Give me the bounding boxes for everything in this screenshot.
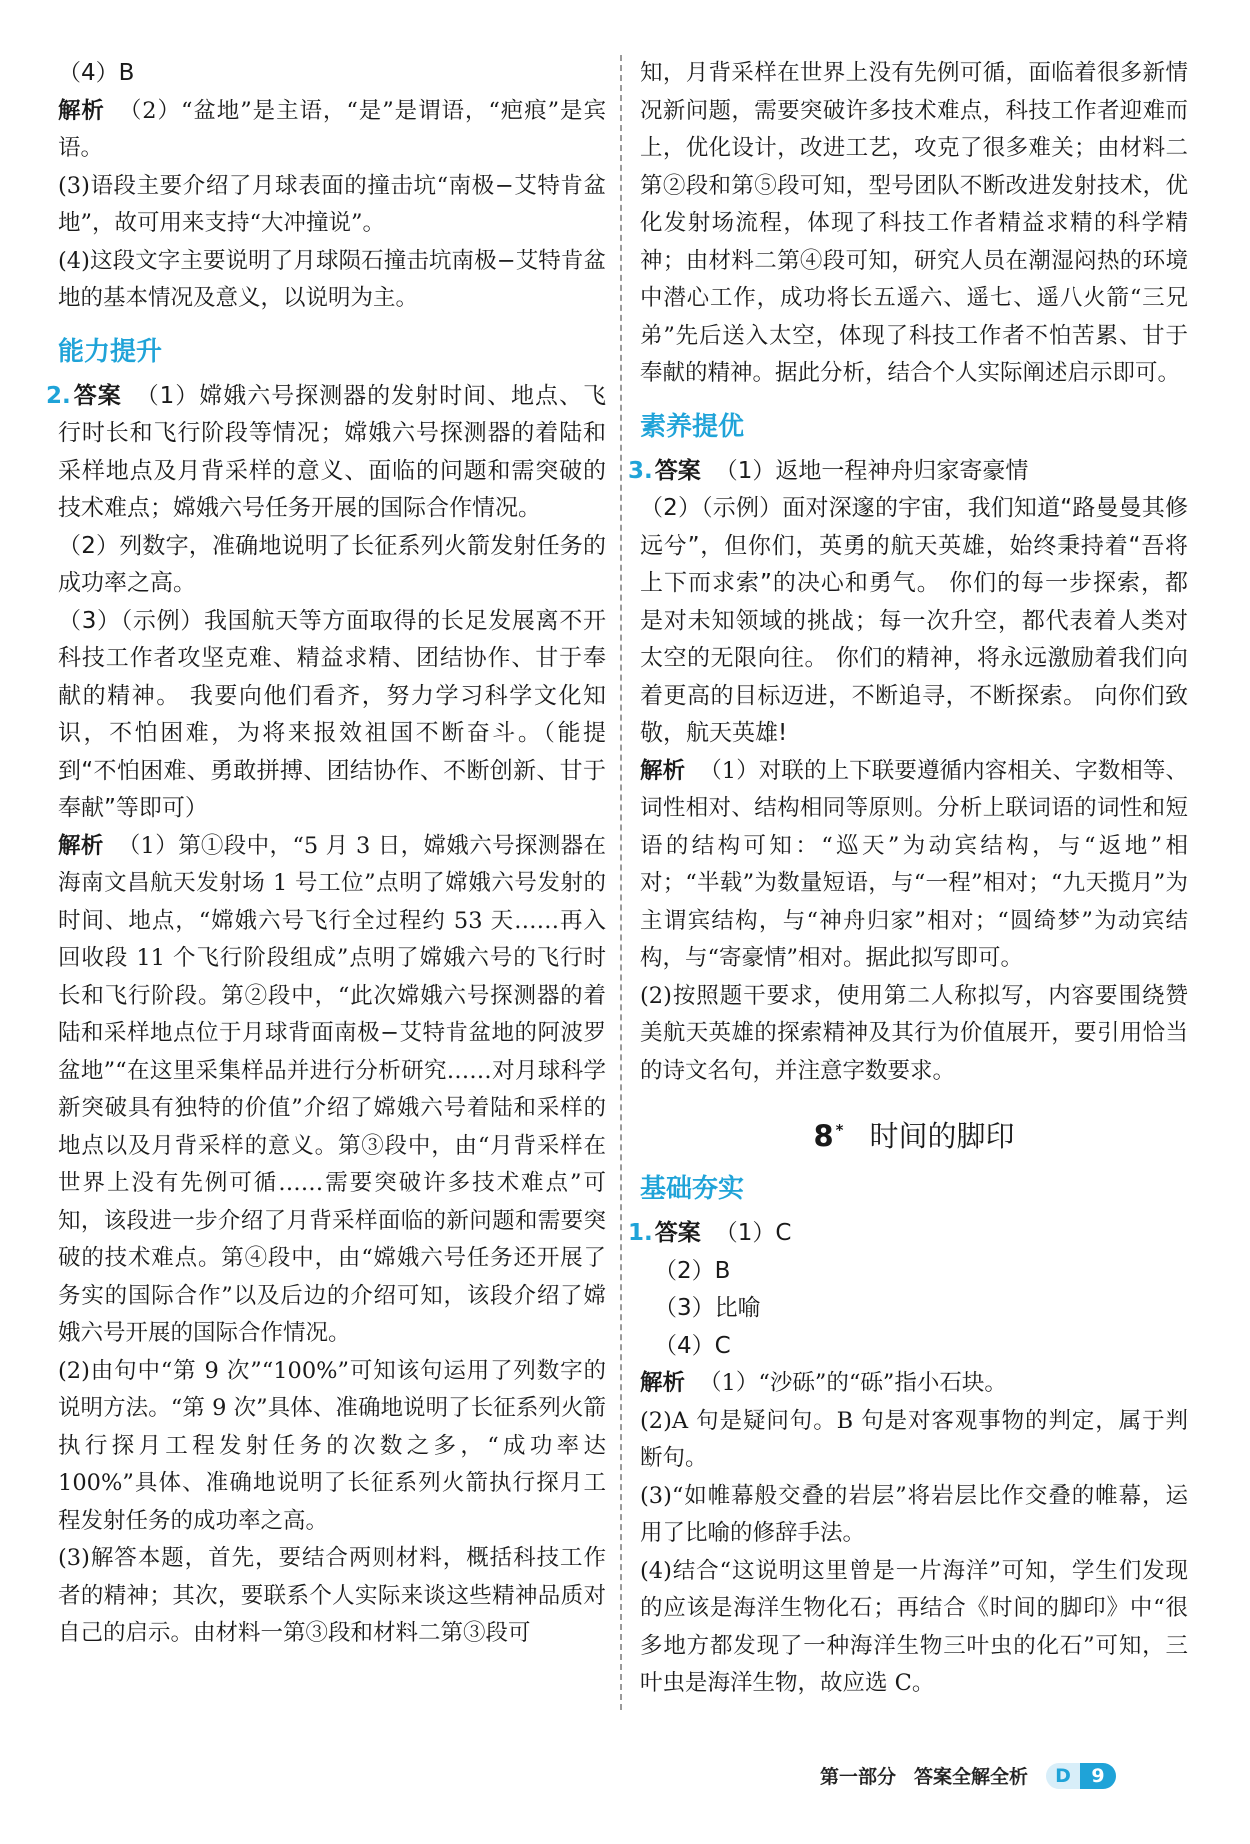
answer-paragraph: （2）列数字，准确地说明了长征系列火箭发射任务的成功率之高。 — [58, 532, 606, 596]
footer-part: 第一部分 — [820, 1766, 897, 1788]
section-heading: 能力提升 — [58, 336, 163, 367]
footer-subtitle: 答案全解全析 — [914, 1766, 1029, 1788]
question-number: 2. — [46, 382, 71, 409]
right-column — [628, 55, 1188, 1703]
page-footer — [820, 1762, 1116, 1789]
analysis-paragraph: (2)A 句是疑问句。B 句是对客观事物的判定，属于判断句。 — [640, 1407, 1188, 1471]
answer-paragraph: 2.答案 （1）嫦娥六号探测器的发射时间、地点、飞行时长和飞行阶段等情况；嫦娥六号探测器的着陆和采样地点及月背采样的意义、面临的问题和需突破的技术难点；嫦娥六号任务开展的国际合作情况。 — [46, 382, 606, 521]
analysis-paragraph: 解析 （1）第①段中，“5 月 3 日，嫦娥六号探测器在海南文昌航天发射场 1 号工位”点明了嫦娥六号发射的时间、地点，“嫦娥六号飞行全过程约 53 天……再入回收段 11 个飞行阶段组成”点明了嫦娥六号的飞行时长和飞行阶段。第②段中，“此次嫦娥六号探测器的着陆和采样地点位于月球背面南极−艾特肯盆地的阿波罗盆地”“在这里采集样品并进行分析研究……对月球科学新突破具有独特的价值”介绍了嫦娥六号着陆和采样的地点以及月背采样的意义。第③段中，由“月背采样在世界上没有先例可循……需要突破许多技术难点”可知，该段进一步介绍了月背采样面临的新问题和需要突破的技术难点。第④段中，由“嫦娥六号任务还开展了务实的国际合作”以及后边的介绍可知，该段介绍了嫦娥六号开展的国际合作情况。 — [58, 832, 606, 1346]
analysis-paragraph: (3)“如帷幕般交叠的岩层”将岩层比作交叠的帷幕，运用了比喻的修辞手法。 — [640, 1482, 1188, 1546]
answer-label: 答案 — [72, 382, 122, 409]
column-divider — [620, 55, 622, 1710]
chapter-star: * — [835, 1121, 844, 1140]
analysis-label: 解析 — [640, 757, 686, 784]
section-heading: 基础夯实 — [640, 1174, 745, 1204]
section-badge: D — [1046, 1763, 1080, 1789]
analysis-paragraph: 解析 （1）“沙砾”的“砾”指小石块。 — [640, 1370, 1007, 1396]
left-column — [46, 55, 606, 1653]
chapter-name: 时间的脚印 — [869, 1119, 1015, 1153]
answer-paragraph: （3）（示例）我国航天等方面取得的长足发展离不开科技工作者攻坚克难、精益求精、团结协作、甘于奉献的精神。 我要向他们看齐，努力学习科学文化知识，不怕困难，为将来报效祖国不断奋斗。（能提到“不怕困难、勇敢拼搏、团结协作、不断创新、甘于奉献”等即可） — [58, 607, 606, 821]
section-heading: 素养提优 — [640, 411, 745, 442]
analysis-paragraph: (4)这段文字主要说明了月球陨石撞击坑南极−艾特肯盆地的基本情况及意义，以说明为主。 — [58, 247, 606, 311]
question-number: 3. — [628, 457, 653, 484]
analysis-paragraph: 解析 （2）“盆地”是主语，“是”是谓语，“疤痕”是宾语。 — [58, 97, 606, 161]
page-number: 9 — [1080, 1763, 1116, 1789]
analysis-label: 解析 — [58, 97, 105, 124]
answer-line: （4）C — [654, 1332, 731, 1359]
analysis-paragraph: (2)由句中“第 9 次”“100%”可知该句运用了列数字的说明方法。“第 9 次”具体、准确地说明了长征系列火箭执行探月工程发射任务的次数之多，“成功率达 100%”具体、准确地说明了长征系列火箭执行探月工程发射任务的成功率之高。 — [58, 1357, 606, 1534]
analysis-paragraph: 知，月背采样在世界上没有先例可循，面临着很多新情况新问题，需要突破许多技术难点，科技工作者迎难而上，优化设计，改进工艺，攻克了很多难关；由材料二第②段和第⑤段可知，型号团队不断改进发射技术，优化发射场流程，体现了科技工作者精益求精的科学精神；由材料二第④段可知，研究人员在潮湿闷热的环境中潜心工作，成功将长五遥六、遥七、遥八火箭“三兄弟”先后送入太空，体现了科技工作者不怕苦累、甘于奉献的精神。据此分析，结合个人实际阐述启示即可。 — [640, 60, 1188, 386]
analysis-paragraph: (4)结合“这说明这里曾是一片海洋”可知，学生们发现的应该是海洋生物化石；再结合《时间的脚印》中“很多地方都发现了一种海洋生物三叶虫的化石”可知，三叶虫是海洋生物，故应选 C。 — [640, 1557, 1188, 1696]
answer-line: （2）B — [654, 1257, 731, 1284]
answer-paragraph: 3.答案 （1）返地一程神舟归家寄豪情 — [628, 457, 1029, 484]
analysis-paragraph: (3)语段主要介绍了月球表面的撞击坑“南极−艾特肯盆地”，故可用来支持“大冲撞说”。 — [58, 172, 606, 236]
chapter-number: 8 — [813, 1119, 834, 1153]
answer-paragraph: （2）（示例）面对深邃的宇宙，我们知道“路曼曼其修远兮”，但你们，英勇的航天英雄，始终秉持着“吾将上下而求索”的决心和勇气。 你们的每一步探索，都是对未知领域的挑战；每一次升空，都代表着人类对太空的无限向往。 你们的精神，将永远激励着我们向着更高的目标迈进，不断追寻，不断探索。 向你们致敬，航天英雄! — [640, 495, 1188, 746]
answer-line: （3）比喻 — [654, 1295, 761, 1321]
chapter-title — [640, 1114, 1188, 1155]
analysis-paragraph: (2)按照题干要求，使用第二人称拟写，内容要围绕赞美航天英雄的探索精神及其行为价值展开，要引用恰当的诗文名句，并注意字数要求。 — [640, 982, 1188, 1084]
answer-line: 1.答案 （1）C — [628, 1220, 792, 1246]
question-number: 1. — [628, 1220, 653, 1246]
analysis-label: 解析 — [640, 1370, 686, 1396]
analysis-paragraph: (3)解答本题，首先，要结合两则材料，概括科技工作者的精神；其次，要联系个人实际来谈这些精神品质对自己的启示。由材料一第③段和材料二第③段可 — [58, 1545, 606, 1646]
analysis-paragraph: 解析 （1）对联的上下联要遵循内容相关、字数相等、词性相对、结构相同等原则。分析上联词语的词性和短语的结构可知：“巡天”为动宾结构，与“返地”相对；“半载”为数量短语，与“一程”相对；“九天揽月”为主谓宾结构，与“神舟归家”相对；“圆绮梦”为动宾结构，与“寄豪情”相对。据此拟写即可。 — [640, 757, 1188, 971]
answer-label: 答案 — [654, 457, 701, 484]
answer-line: （4）B — [58, 60, 135, 86]
analysis-label: 解析 — [58, 832, 104, 859]
answer-label: 答案 — [654, 1220, 701, 1246]
